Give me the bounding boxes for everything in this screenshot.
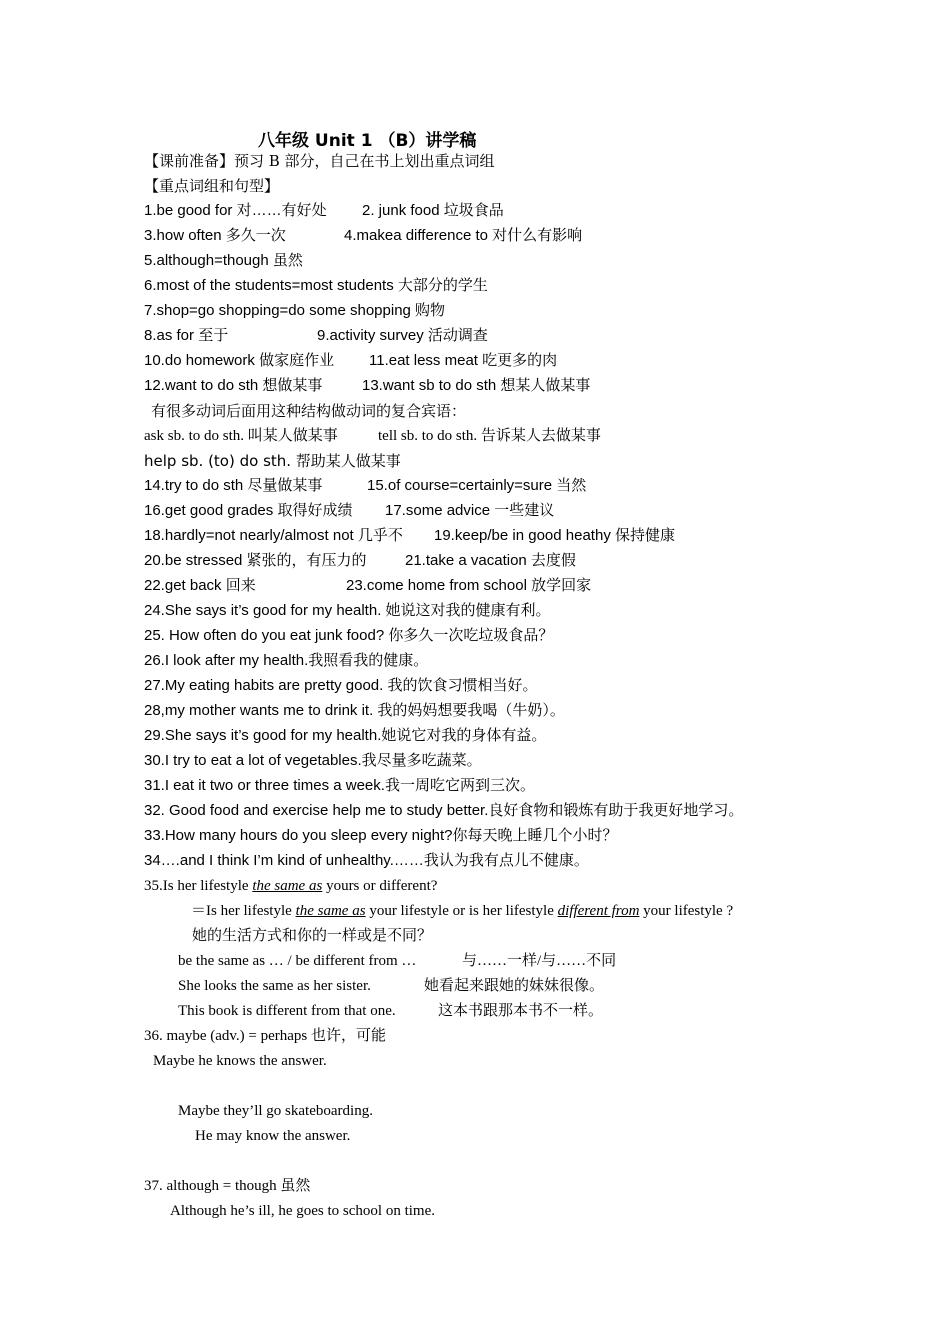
q35-translation: 她的生活方式和你的一样或是不同？: [192, 928, 433, 944]
phrase-item: 20.be stressed 紧张的，有压力的: [144, 552, 367, 569]
phrase-line: [144, 476, 587, 496]
example-cn: 她看起来跟她的妹妹很像。: [424, 978, 605, 994]
phrase-line: 6.most of the students=most students 大部分的学生: [144, 277, 488, 294]
phrase-item: 12.want to do sth 想做某事: [144, 377, 323, 394]
q37-example: Although he’s ill, he goes to school on time.: [170, 1203, 435, 1219]
example-cn: 这本书跟那本书不一样。: [438, 1003, 604, 1019]
example-en: This book is different from that one.: [178, 1003, 396, 1019]
phrase-item: 3.how often 多久一次: [144, 227, 286, 244]
phrase-item: 1.be good for 对……有好处: [144, 202, 327, 219]
example-en: She looks the same as her sister.: [178, 978, 371, 994]
example-line: [144, 426, 601, 446]
phrase-line: [144, 526, 675, 546]
sentence-line: 29.She says it’s good for my health.她说它对我的身体有益。: [144, 727, 547, 744]
phrase-item: 22.get back 回来: [144, 577, 256, 594]
sentence-line: 33.How many hours do you sleep every night?你每天晚上睡几个小时？: [144, 827, 618, 844]
phrase-item: 9.activity survey 活动调查: [317, 327, 488, 344]
sentence-line: 25. How often do you eat junk food? 你多久一次吃垃圾食品？: [144, 627, 554, 644]
q35-underlined: the same as: [252, 878, 323, 894]
q36-example: Maybe they’ll go skateboarding.: [178, 1103, 373, 1119]
sentence-line: 26.I look after my health.我照看我的健康。: [144, 652, 429, 669]
sentence-line: 27.My eating habits are pretty good. 我的饮食习惯相当好。: [144, 677, 538, 694]
q36-example: He may know the answer.: [195, 1128, 351, 1144]
example-cn: 与……一样/与……不同: [462, 953, 617, 969]
page-title: 八年级 Unit 1 （B）讲学稿: [258, 131, 477, 151]
example-item: ask sb. to do sth. 叫某人做某事: [144, 428, 338, 444]
phrase-line: [144, 326, 488, 346]
q35-text: 35.Is her lifestyle: [144, 878, 253, 894]
q35-line: [144, 876, 437, 896]
q35-underlined: the same as: [295, 903, 366, 919]
sentence-line: 34….and I think I’m kind of unhealthy.……我认为我有点儿不健康。: [144, 852, 589, 869]
phrase-item: 23.come home from school 放学回家: [346, 577, 592, 594]
q35-text: yours or different?: [322, 878, 438, 894]
q37-heading: 37. although = though 虽然: [144, 1178, 311, 1194]
sentence-line: 28,my mother wants me to drink it. 我的妈妈想要我喝（牛奶）。: [144, 702, 565, 719]
phrase-item: 21.take a vacation 去度假: [405, 552, 576, 569]
phrase-item: 18.hardly=not nearly/almost not 几乎不: [144, 527, 403, 544]
phrase-item: 15.of course=certainly=sure 当然: [367, 477, 587, 494]
q35-text: your lifestyle or is her lifestyle: [365, 903, 558, 919]
q35-example-line: [178, 976, 605, 996]
phrase-line: [144, 226, 583, 246]
q35-example-line: [178, 951, 617, 971]
phrase-item: 14.try to do sth 尽量做某事: [144, 477, 323, 494]
phrase-item: 13.want sb to do sth 想某人做某事: [362, 377, 591, 394]
example-en: be the same as … / be different from …: [178, 953, 417, 969]
note-line: 有很多动词后面用这种结构做动词的复合宾语：: [151, 402, 467, 420]
q35-text: ＝Is her lifestyle: [191, 903, 296, 919]
q35-text: your lifestyle ?: [639, 903, 734, 919]
phrase-line: [144, 201, 504, 221]
q35-rephrase-line: [191, 901, 733, 921]
example-line: help sb. (to) do sth. 帮助某人做某事: [144, 452, 401, 470]
q36-example: Maybe he knows the answer.: [153, 1053, 327, 1069]
phrase-line: [144, 351, 558, 371]
sentence-line: 24.She says it’s good for my health. 她说这对我的健康有利。: [144, 602, 551, 619]
sentence-line: 32. Good food and exercise help me to study better.良好食物和锻炼有助于我更好地学习。: [144, 802, 744, 819]
phrase-item: 10.do homework 做家庭作业: [144, 352, 335, 369]
phrase-line: [144, 551, 576, 571]
sentence-line: 30.I try to eat a lot of vegetables.我尽量多吃蔬菜。: [144, 752, 482, 769]
phrase-line: 5.although=though 虽然: [144, 252, 303, 269]
q36-heading: 36. maybe (adv.) = perhaps 也许，可能: [144, 1028, 387, 1044]
q35-example-line: [178, 1001, 604, 1021]
phrase-item: 8.as for 至于: [144, 327, 229, 344]
prep-line: 【课前准备】预习 B 部分，自己在书上划出重点词组: [144, 152, 495, 170]
phrase-line: [144, 376, 591, 396]
phrase-item: 4.makea difference to 对什么有影响: [344, 227, 583, 244]
phrase-line: 7.shop=go shopping=do some shopping 购物: [144, 302, 446, 319]
phrase-line: [144, 501, 555, 521]
q35-underlined: different from: [557, 903, 640, 919]
phrase-item: 16.get good grades 取得好成绩: [144, 502, 353, 519]
phrase-line: [144, 576, 592, 596]
example-item: tell sb. to do sth. 告诉某人去做某事: [378, 428, 601, 444]
phrase-item: 17.some advice 一些建议: [385, 502, 555, 519]
section-heading: 【重点词组和句型】: [144, 177, 280, 195]
phrase-item: 11.eat less meat 吃更多的肉: [369, 352, 558, 369]
sentence-line: 31.I eat it two or three times a week.我一周吃它两到三次。: [144, 777, 535, 794]
phrase-item: 2. junk food 垃圾食品: [362, 202, 504, 219]
phrase-item: 19.keep/be in good heathy 保持健康: [434, 527, 675, 544]
